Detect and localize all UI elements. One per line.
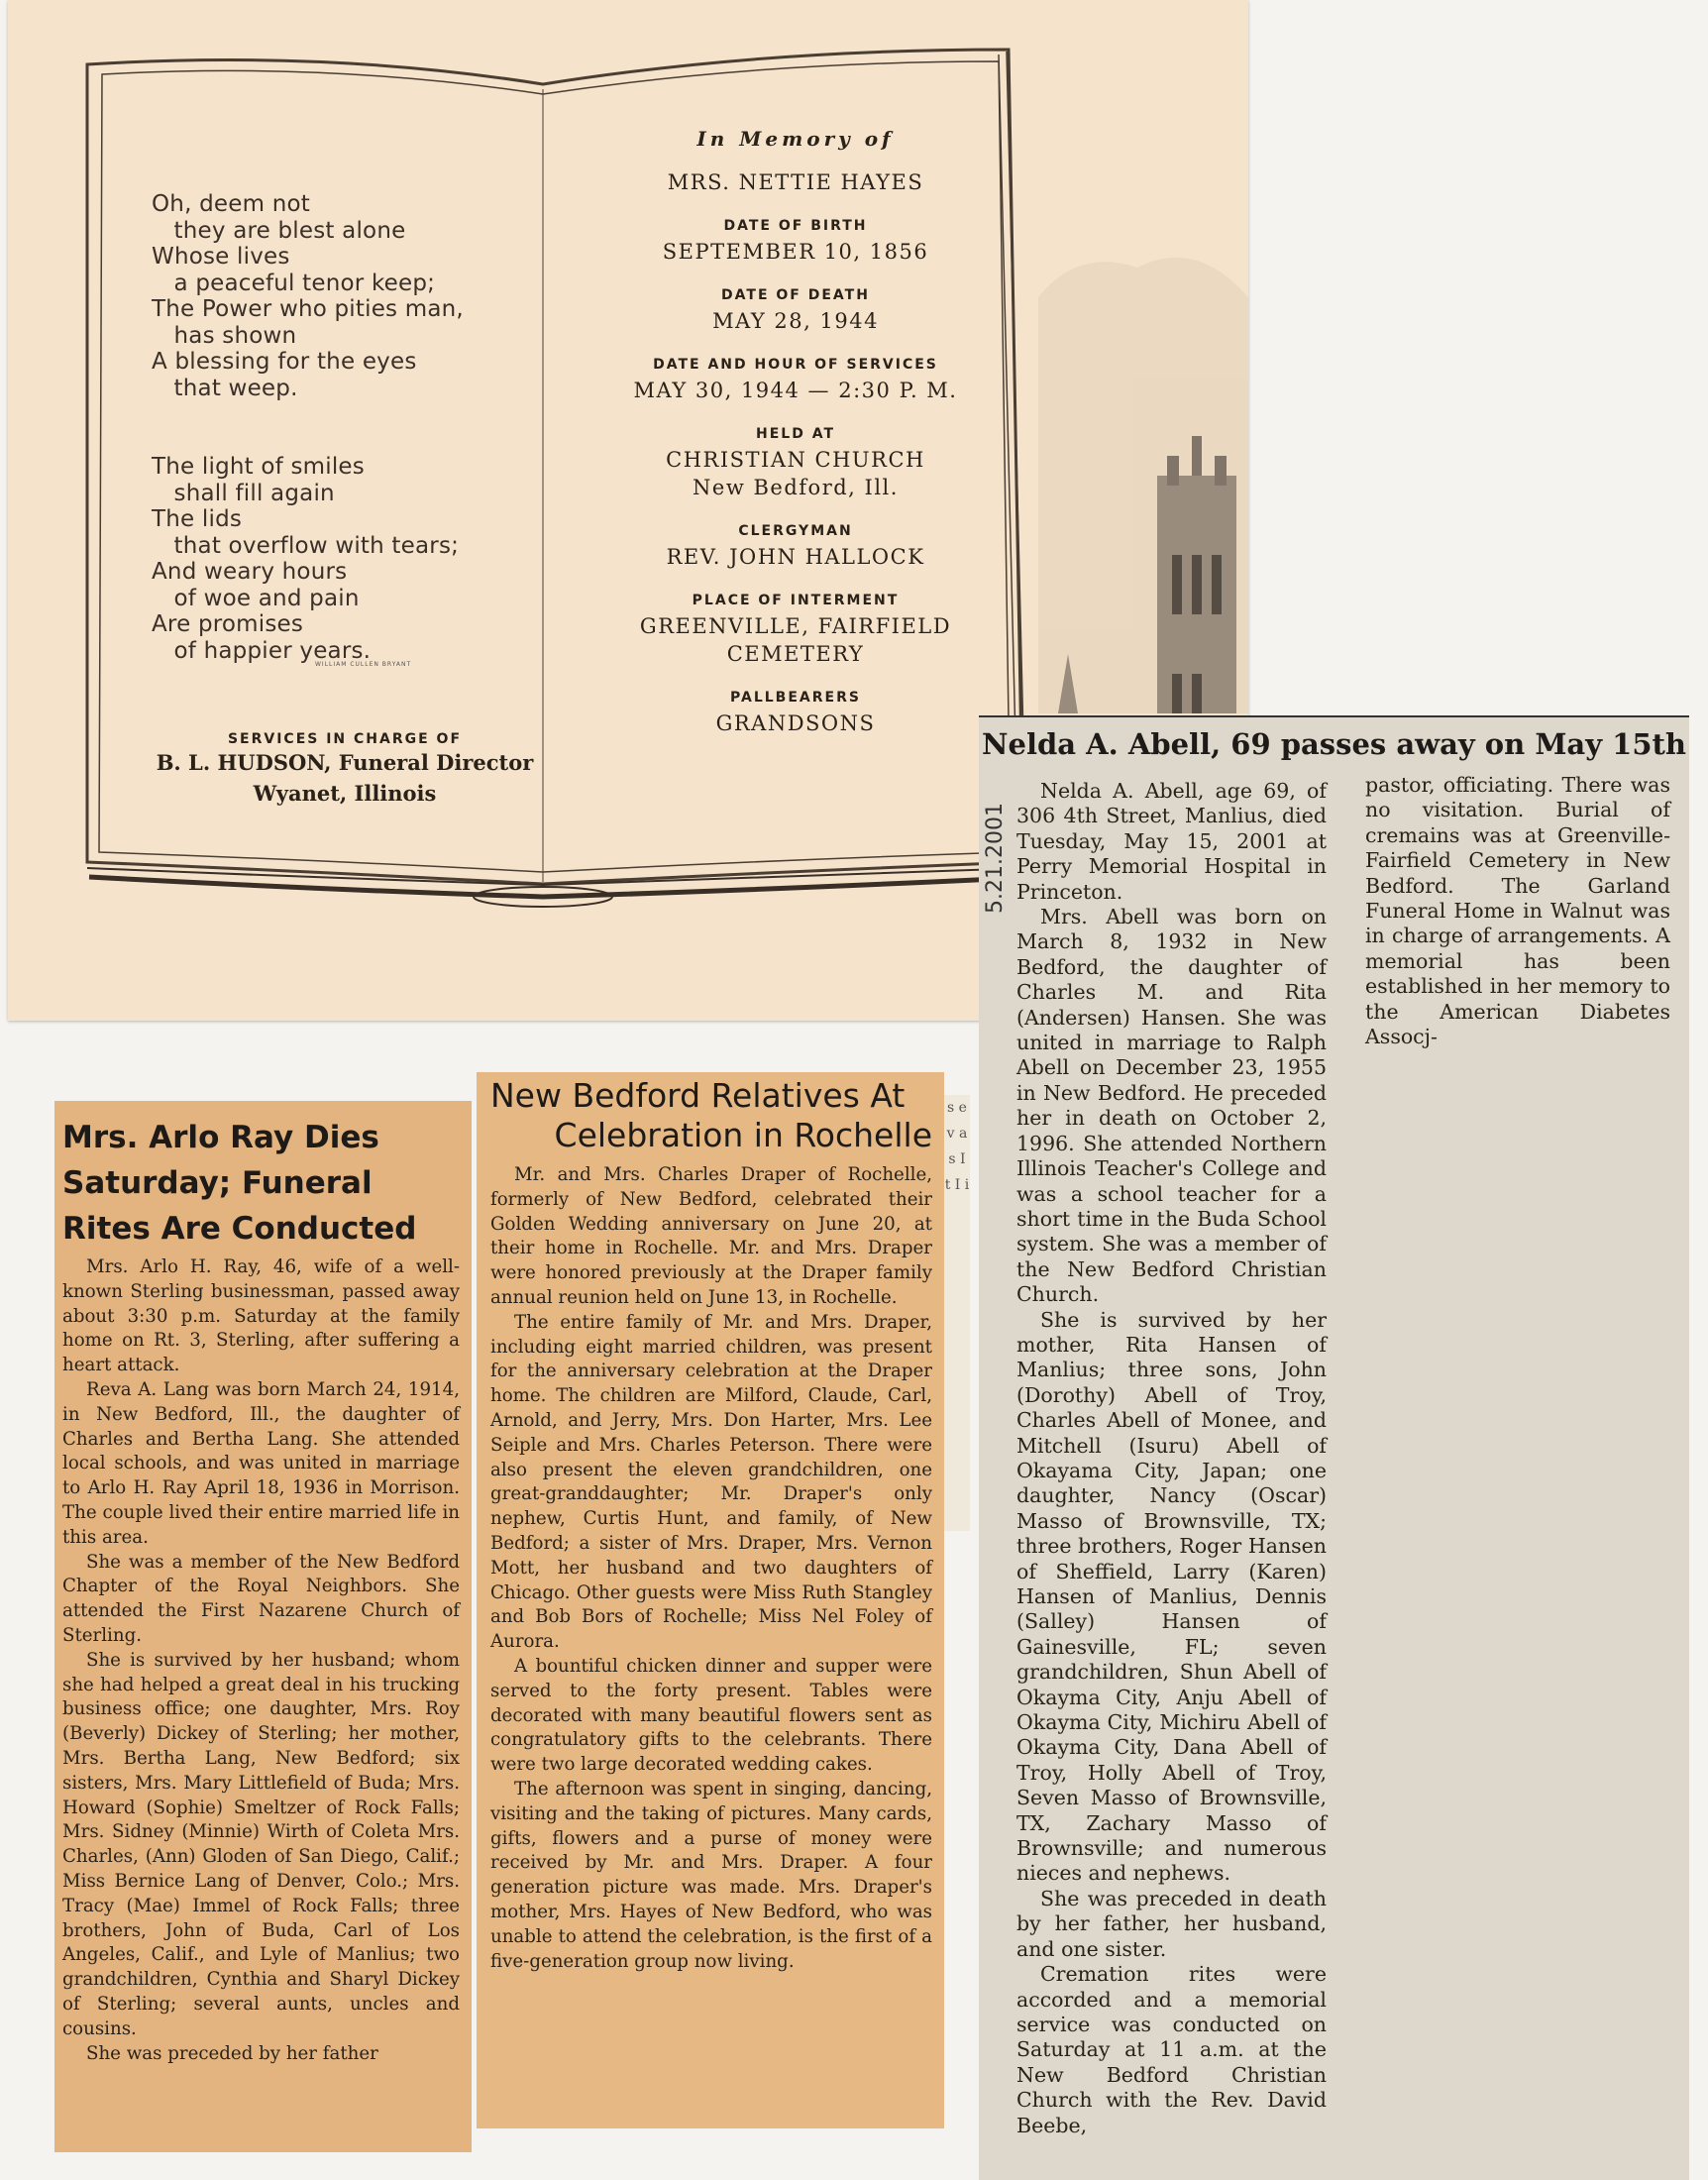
deceased-name: MRS. NETTIE HAYES [667,170,924,194]
abell-paragraph: Cremation rites were accorded and a memorial service was conducted on Saturday at 11 a.m. at the New Bedford Christian Church with the Rev. David Beebe, [1016,1962,1327,2137]
death-date: MAY 28, 1944 [712,309,879,333]
poem-line: The Power who pities man, [152,296,464,322]
clipping-abell-obituary [979,715,1689,2180]
pallbearers-label: PALLBEARERS [730,690,861,706]
poem-line: Are promises [152,611,304,637]
poem-line: of woe and pain [152,585,360,611]
poem-line: Whose lives [152,244,290,270]
poem-line: that weep. [152,375,298,401]
ray-paragraph: Reva A. Lang was born March 24, 1914, in New Bedford, Ill., the daughter of Charles and Bertha Lang. She attended local schools, and was united in marriage to Arlo H. Ray April 18, 1936 in Morrison. The couple lived their entire married life in this area. [62,1378,460,1548]
draper-paragraph: The afternoon was spent in singing, dancing, visiting and the taking of pictures. Many cards, gifts, flowers and a purse of money were received by Mr. and Mrs. Draper. A four generation picture was made. Mrs. Draper's mother, Mrs. Hayes of New Bedford, who was unable to attend the celebration, is the first of a five-generation group now living. [490,1778,932,1972]
poem-line: has shown [152,322,297,349]
poem-line: Oh, deem not [152,191,310,217]
memorial-details [597,127,994,737]
poem-line: A blessing for the eyes [152,349,417,375]
abell-paragraph: pastor, officiating. There was no visitation. Burial of cremains was at Greenville-Fairfield Cemetery in New Bedford. The Garland Funeral Home in Walnut was in charge of arrangements. A memorial has been established in her memory to the American Diabetes Assocj- [1365,773,1670,1049]
poem-line [152,401,464,428]
abell-column-1 [1016,779,1327,2138]
ray-headline [62,1115,460,1252]
abell-paragraph: She was preceded in death by her father, her husband, and one sister. [1016,1886,1327,1961]
torn-margin-letters: s e v a s I t I i [944,1095,970,1531]
poem-line: that overflow with tears; [152,532,460,559]
ray-paragraph: She was preceded by her father [86,2042,378,2064]
held-at-town: New Bedford, Ill. [693,476,899,499]
ray-headline-line-2: Saturday; Funeral [62,1165,373,1201]
draper-paragraph: A bountiful chicken dinner and supper were served to the forty present. Tables were decorated with many beautiful flowers sent as congratulatory gifts to the celebrants. There were two large decorated wedding cakes. [490,1655,932,1776]
pallbearers: GRANDSONS [715,711,876,735]
services-block [117,731,573,809]
birth-date: SEPTEMBER 10, 1856 [662,240,929,264]
draper-headline-line-1: New Bedford Relatives At [490,1076,906,1115]
ray-headline-line-3: Rites Are Conducted [62,1211,417,1247]
draper-headline-line-2: Celebration in Rochelle [554,1116,932,1154]
held-at-label: HELD AT [756,426,835,442]
funeral-director: B. L. HUDSON, Funeral Director [156,750,534,775]
poem-line: The lids [152,506,243,532]
abell-paragraph: Mrs. Abell was born on March 8, 1932 in New Bedford, the daughter of Charles M. and Rita (Andersen) Hansen. She was united in marriage to Ralph Abell on December 23, 1955 in New Bedford. He preceded her in death on October 2, 1996. She attended Northern Illinois Teacher's College and was a school teacher for a short time in the Buda School system. She was a member of the New Bedford Christian Church. [1016,905,1327,1307]
birth-label: DATE OF BIRTH [723,218,868,234]
clipping-ray-obituary [54,1101,472,2152]
abell-paragraph: She is survived by her mother, Rita Hansen of Manlius; three sons, John (Dorothy) Abell of Troy, Charles Abell of Monee, and Mitchell (Isuru) Abell of Okayama City, Japan; one daughter, Nancy (Oscar) Masso of Brownsville, TX; three brothers, Roger Hansen of Sheffield, Larry (Karen) Hansen of Manlius, Dennis (Salley) Hansen of Gainesville, FL; seven grandchildren, Shun Abell of Okayma City, Anju Abell of Okayma City, Michiru Abell of Okayma City, Dana Abell of Troy, Holly Abell of Troy, Seven Masso of Brownsville, TX, Zachary Masso of Brownsville; and numerous nieces and nephews. [1016,1307,1327,1886]
service-time: MAY 30, 1944 — 2:30 P. M. [633,379,958,402]
clergyman-label: CLERGYMAN [738,523,853,539]
ray-paragraph: Mrs. Arlo H. Ray, 46, wife of a well-known Sterling businessman, passed away about 3:30 p.m. Saturday at the family home on Rt. 3, Sterling, after suffering a heart attack. [62,1256,460,1376]
held-at: CHRISTIAN CHURCH [666,448,925,472]
poem-author: WILLIAM CULLEN BRYANT [315,661,412,668]
poem-line: And weary hours [152,559,348,585]
ray-paragraph: She was a member of the New Bedford Chapter of the Royal Neighbors. She attended the First Nazarene Church of Sterling. [62,1551,460,1646]
abell-headline: Nelda A. Abell, 69 passes away on May 15th [979,715,1689,771]
handwritten-date: 5.21.2001 [983,803,1008,914]
services-label: SERVICES IN CHARGE OF [227,731,463,747]
church-tower-illustration [1038,258,1248,713]
interment-label: PLACE OF INTERMENT [692,593,900,608]
poem-line [152,428,464,455]
poem-line: a peaceful tenor keep; [152,270,436,296]
in-memory-of: In Memory of [696,127,895,151]
poem-line: shall fill again [152,480,335,506]
poem-line: of happier years. [152,637,372,664]
poem [152,191,464,664]
draper-paragraph: Mr. and Mrs. Charles Draper of Rochelle, formerly of New Bedford, celebrated their Golden Wedding anniversary on June 20, at their home in Rochelle. Mr. and Mrs. Draper were honored previously at the Draper family annual reunion held on June 13, in Rochelle. [490,1164,932,1308]
interment-line-1: GREENVILLE, FAIRFIELD [639,614,952,638]
poem-line: The light of smiles [152,454,365,480]
director-town: Wyanet, Illinois [253,781,437,806]
service-time-label: DATE AND HOUR OF SERVICES [653,357,938,373]
ray-paragraph: She is survived by her husband; whom she had helped a great deal in his trucking business office; one daughter, Mrs. Roy (Beverly) Dickey of Sterling; her mother, Mrs. Bertha Lang, New Bedford; six sisters, Mrs. Mary Littlefield of Buda; Mrs. Howard (Sophie) Smeltzer of Rock Falls; Mrs. Sidney (Minnie) Wirth of Coleta Mrs. Charles, (Ann) Gloden of San Diego, Calif.; Miss Bernice Lang of Denver, Colo.; Mrs. Tracy (Mae) Immel of Rock Falls; three brothers, John of Buda, Carl of Los Angeles, Calif., and Lyle of Manlius; two grandchildren, Cynthia and Sharyl Dickey of Sterling; several aunts, uncles and cousins. [62,1649,460,2039]
clipping-draper-anniversary [477,1072,944,2128]
draper-body [490,1163,932,1974]
ray-headline-line-1: Mrs. Arlo Ray Dies [62,1120,379,1155]
draper-paragraph: The entire family of Mr. and Mrs. Draper, including eight married children, was present for the anniversary celebration at the Draper home. The children are Milford, Claude, Carl, Arnold, and Jerry, Mrs. Don Harter, Mrs. Lee Seiple and Mrs. Charles Peterson. There were also present the eleven grandchildren, one great-granddaughter; Mr. Draper's only nephew, Curtis Hunt, and family, of New Bedford; a sister of Mrs. Draper, Mrs. Vernon Mott, her husband and two daughters of Chicago. Other guests were Miss Ruth Stangley and Bob Bors of Rochelle; Miss Nel Foley of Aurora. [490,1311,932,1653]
death-label: DATE OF DEATH [721,287,870,303]
abell-column-2 [1365,773,1670,1049]
clergyman: REV. JOHN HALLOCK [666,545,925,569]
ray-body [62,1255,460,2066]
draper-headline [490,1076,932,1155]
abell-paragraph: Nelda A. Abell, age 69, of 306 4th Street, Manlius, died Tuesday, May 15, 2001 at Perry Memorial Hospital in Princeton. [1016,779,1327,904]
poem-line: they are blest alone [152,217,406,244]
interment-line-2: CEMETERY [726,642,865,666]
